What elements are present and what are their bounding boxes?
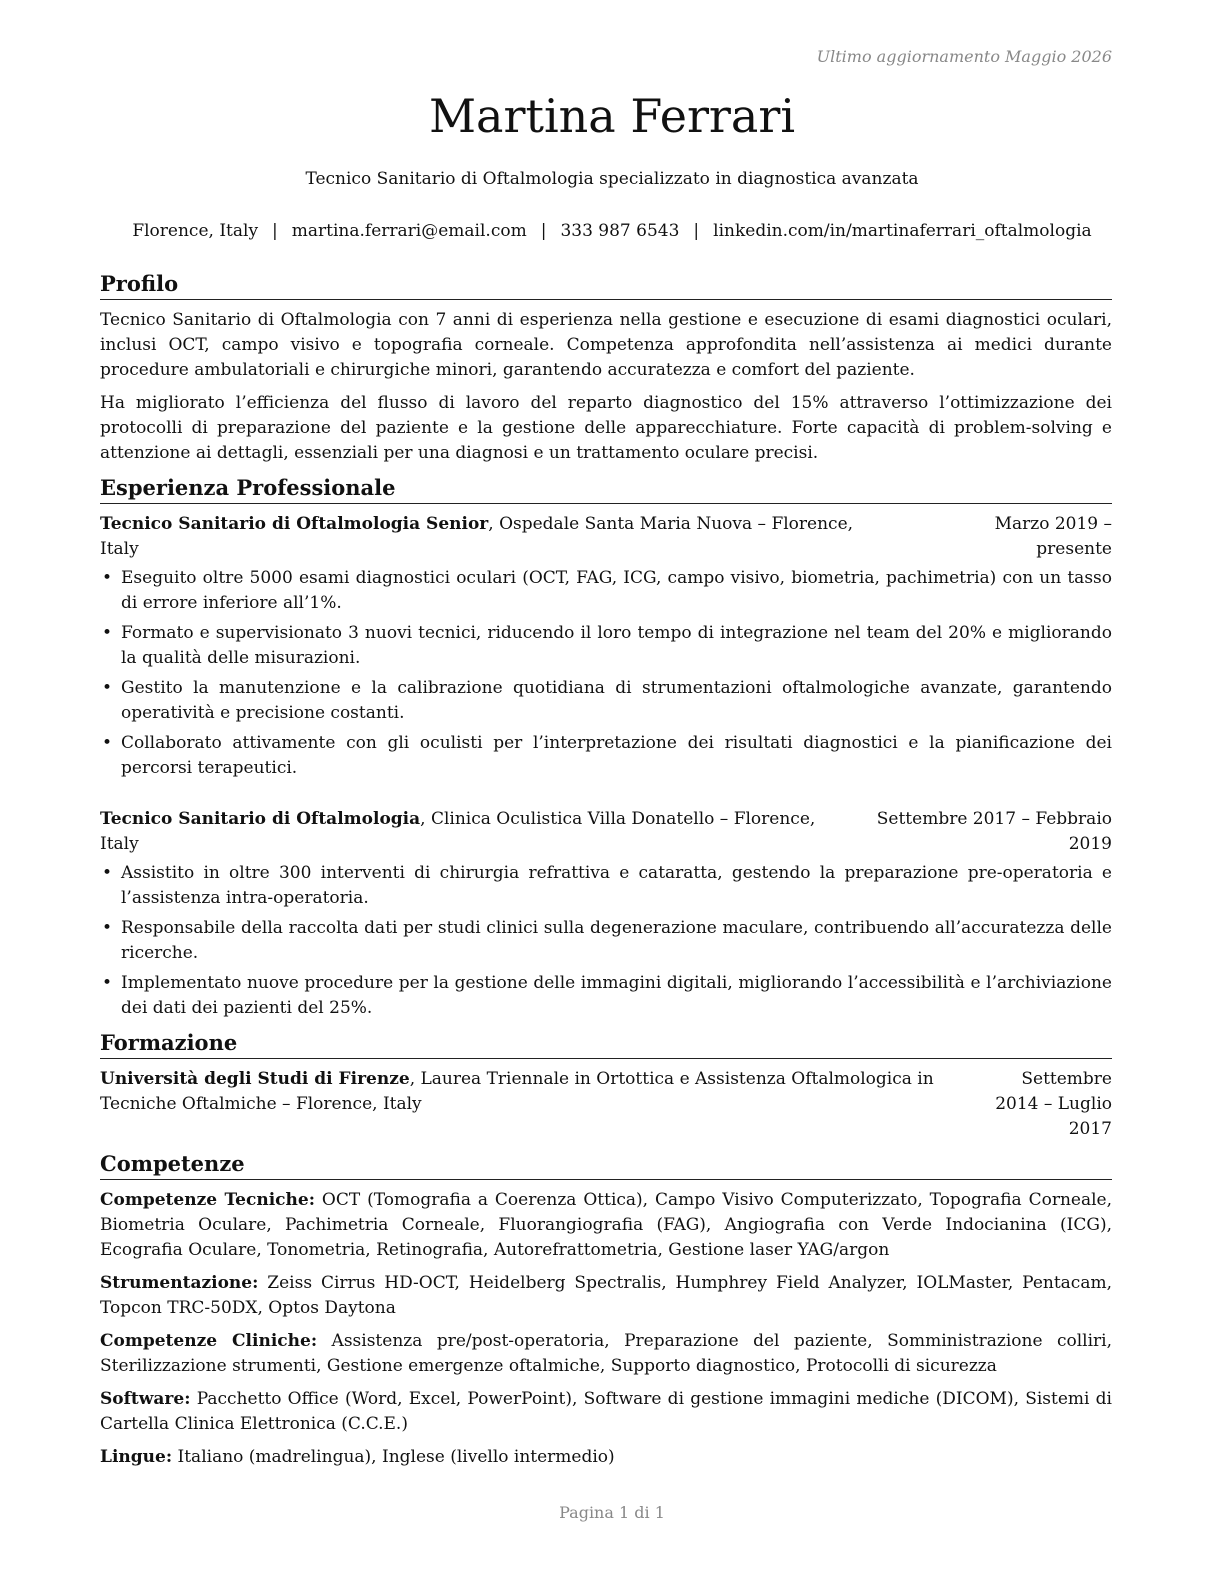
bullet-icon: • xyxy=(102,918,113,938)
education-section xyxy=(100,1029,1112,1142)
skill-text: Assistenza pre/post-operatoria, Preparazione del paziente, Somministrazione colliri, Sterilizzazione strumenti, Gestione emergenze oftalmiche, Supporto diagnostico, Protocolli di sicurezza xyxy=(100,1331,1112,1376)
job-header xyxy=(100,807,1112,857)
bullet-text: Assistito in oltre 300 interventi di chirurgia refrattiva e cataratta, gestendo la preparazione pre-operatoria e l’assistenza intra-operatoria. xyxy=(121,863,1112,908)
contact-email[interactable]: martina.ferrari@email.com xyxy=(291,221,527,241)
bullet-icon: • xyxy=(102,863,113,883)
skill-text: Italiano (madrelingua), Inglese (livello intermedio) xyxy=(172,1447,615,1467)
bullet-text: Gestito la manutenzione e la calibrazione quotidiana di strumentazioni oftalmologiche avanzate, garantendo operatività e precisione costanti. xyxy=(121,678,1112,723)
job-dates: Settembre 2017 – Febbraio 2019 xyxy=(876,809,1112,854)
job-header xyxy=(100,512,1112,562)
job-bullets xyxy=(100,861,1112,1021)
skill-label: Lingue: xyxy=(100,1447,173,1467)
job-role: Tecnico Sanitario di Oftalmologia Senior xyxy=(100,514,489,534)
education-dates: Settembre 2014 – Luglio 2017 xyxy=(995,1069,1112,1139)
skill-group xyxy=(100,1387,1112,1437)
candidate-name: Martina Ferrari xyxy=(428,89,796,143)
skills-section xyxy=(100,1150,1112,1470)
skill-group xyxy=(100,1329,1112,1379)
skill-text: Zeiss Cirrus HD-OCT, Heidelberg Spectralis, Humphrey Field Analyzer, IOLMaster, Pentacam, Topcon TRC-50DX, Optos Daytona xyxy=(100,1273,1112,1318)
job-role: Tecnico Sanitario di Oftalmologia xyxy=(100,809,421,829)
bullet-icon: • xyxy=(102,733,113,753)
profile-section xyxy=(100,270,1112,466)
section-title-experience: Esperienza Professionale xyxy=(100,474,1112,504)
skill-group xyxy=(100,1445,1112,1470)
education-degree: , Laurea Triennale in Ortottica e Assistenza Oftalmologica in Tecniche Oftalmiche – Florence, Italy xyxy=(100,1069,934,1114)
list-item xyxy=(100,731,1112,781)
bullet-text: Implementato nuove procedure per la gestione delle immagini digitali, migliorando l’accessibilità e l’archiviazione dei dati dei pazienti del 25%. xyxy=(121,973,1112,1018)
education-entry xyxy=(100,1067,1112,1142)
list-item xyxy=(100,861,1112,911)
skill-label: Strumentazione: xyxy=(100,1273,259,1293)
list-item xyxy=(100,916,1112,966)
bullet-text: Responsabile della raccolta dati per studi clinici sulla degenerazione maculare, contribuendo all’accuratezza delle ricerche. xyxy=(121,918,1112,963)
education-degree-line xyxy=(100,1067,970,1142)
skill-label: Competenze Tecniche: xyxy=(100,1190,315,1210)
skill-text: Pacchetto Office (Word, Excel, PowerPoint), Software di gestione immagini mediche (DICOM), Sistemi di Cartella Clinica Elettronica (C.C.E.) xyxy=(100,1389,1112,1434)
candidate-subtitle: Tecnico Sanitario di Oftalmologia specializzato in diagnostica avanzata xyxy=(305,169,919,189)
job-title-line xyxy=(100,512,886,562)
list-item xyxy=(100,621,1112,671)
contact-separator: | xyxy=(540,221,547,241)
skill-label: Competenze Cliniche: xyxy=(100,1331,318,1351)
contact-linkedin[interactable]: linkedin.com/in/martinaferrari_oftalmologia xyxy=(713,221,1092,241)
skill-text: OCT (Tomografia a Coerenza Ottica), Campo Visivo Computerizzato, Topografia Corneale, Biometria Oculare, Pachimetria Corneale, Fluorangiografia (FAG), Angiografia con Verde Indocianina (ICG), Ecografia Oculare, Tonometria, Retinografia, Autorefrattometria, Gestione laser YAG/argon xyxy=(100,1190,1112,1260)
last-updated: Ultimo aggiornamento Maggio 2026 xyxy=(816,47,1112,66)
bullet-icon: • xyxy=(102,973,113,993)
job-employer: , Clinica Oculistica Villa Donatello – Florence, Italy xyxy=(100,809,816,854)
bullet-icon: • xyxy=(102,623,113,643)
resume-body xyxy=(100,270,1112,1478)
education-institution: Università degli Studi di Firenze xyxy=(100,1069,410,1089)
bullet-icon: • xyxy=(102,678,113,698)
spacer xyxy=(100,789,1112,807)
profile-paragraph: Ha migliorato l’efficienza del flusso di lavoro del reparto diagnostico del 15% attraverso l’ottimizzazione dei protocolli di preparazione del paziente e la gestione delle apparecchiature. Forte capacità di problem-solving e attenzione ai dettagli, essenziali per una diagnosi e un trattamento oculare precisi. xyxy=(100,393,1112,463)
contact-phone: 333 987 6543 xyxy=(560,221,680,241)
section-title-skills: Competenze xyxy=(100,1150,1112,1180)
list-item xyxy=(100,676,1112,726)
contact-separator: | xyxy=(693,221,700,241)
job-bullets xyxy=(100,566,1112,781)
job-dates: Marzo 2019 – presente xyxy=(994,514,1112,559)
list-item xyxy=(100,566,1112,616)
bullet-text: Eseguito oltre 5000 esami diagnostici oculari (OCT, FAG, ICG, campo visivo, biometria, pachimetria) con un tasso di errore inferiore all’1%. xyxy=(121,568,1112,613)
section-title-profile: Profilo xyxy=(100,270,1112,300)
job-employer: , Ospedale Santa Maria Nuova – Florence, Italy xyxy=(100,514,854,559)
bullet-icon: • xyxy=(102,568,113,588)
skill-group xyxy=(100,1188,1112,1263)
section-title-education: Formazione xyxy=(100,1029,1112,1059)
profile-paragraph: Tecnico Sanitario di Oftalmologia con 7 anni di esperienza nella gestione e esecuzione di esami diagnostici oculari, inclusi OCT, campo visivo e topografia corneale. Competenza approfondita nell’assistenza ai medici durante procedure ambulatoriali e chirurgiche minori, garantendo accuratezza e comfort del paziente. xyxy=(100,310,1112,380)
contact-location: Florence, Italy xyxy=(132,221,259,241)
bullet-text: Formato e supervisionato 3 nuovi tecnici, riducendo il loro tempo di integrazione nel team del 20% e migliorando la qualità delle misurazioni. xyxy=(121,623,1112,668)
skill-group xyxy=(100,1271,1112,1321)
page-number: Pagina 1 di 1 xyxy=(559,1503,665,1522)
contact-line xyxy=(0,219,1224,244)
contact-separator: | xyxy=(272,221,278,241)
bullet-text: Collaborato attivamente con gli oculisti per l’interpretazione dei risultati diagnostici e la pianificazione dei percorsi terapeutici. xyxy=(121,733,1112,778)
job-title-line xyxy=(100,807,846,857)
skill-label: Software: xyxy=(100,1389,191,1409)
experience-section xyxy=(100,474,1112,1021)
list-item xyxy=(100,971,1112,1021)
